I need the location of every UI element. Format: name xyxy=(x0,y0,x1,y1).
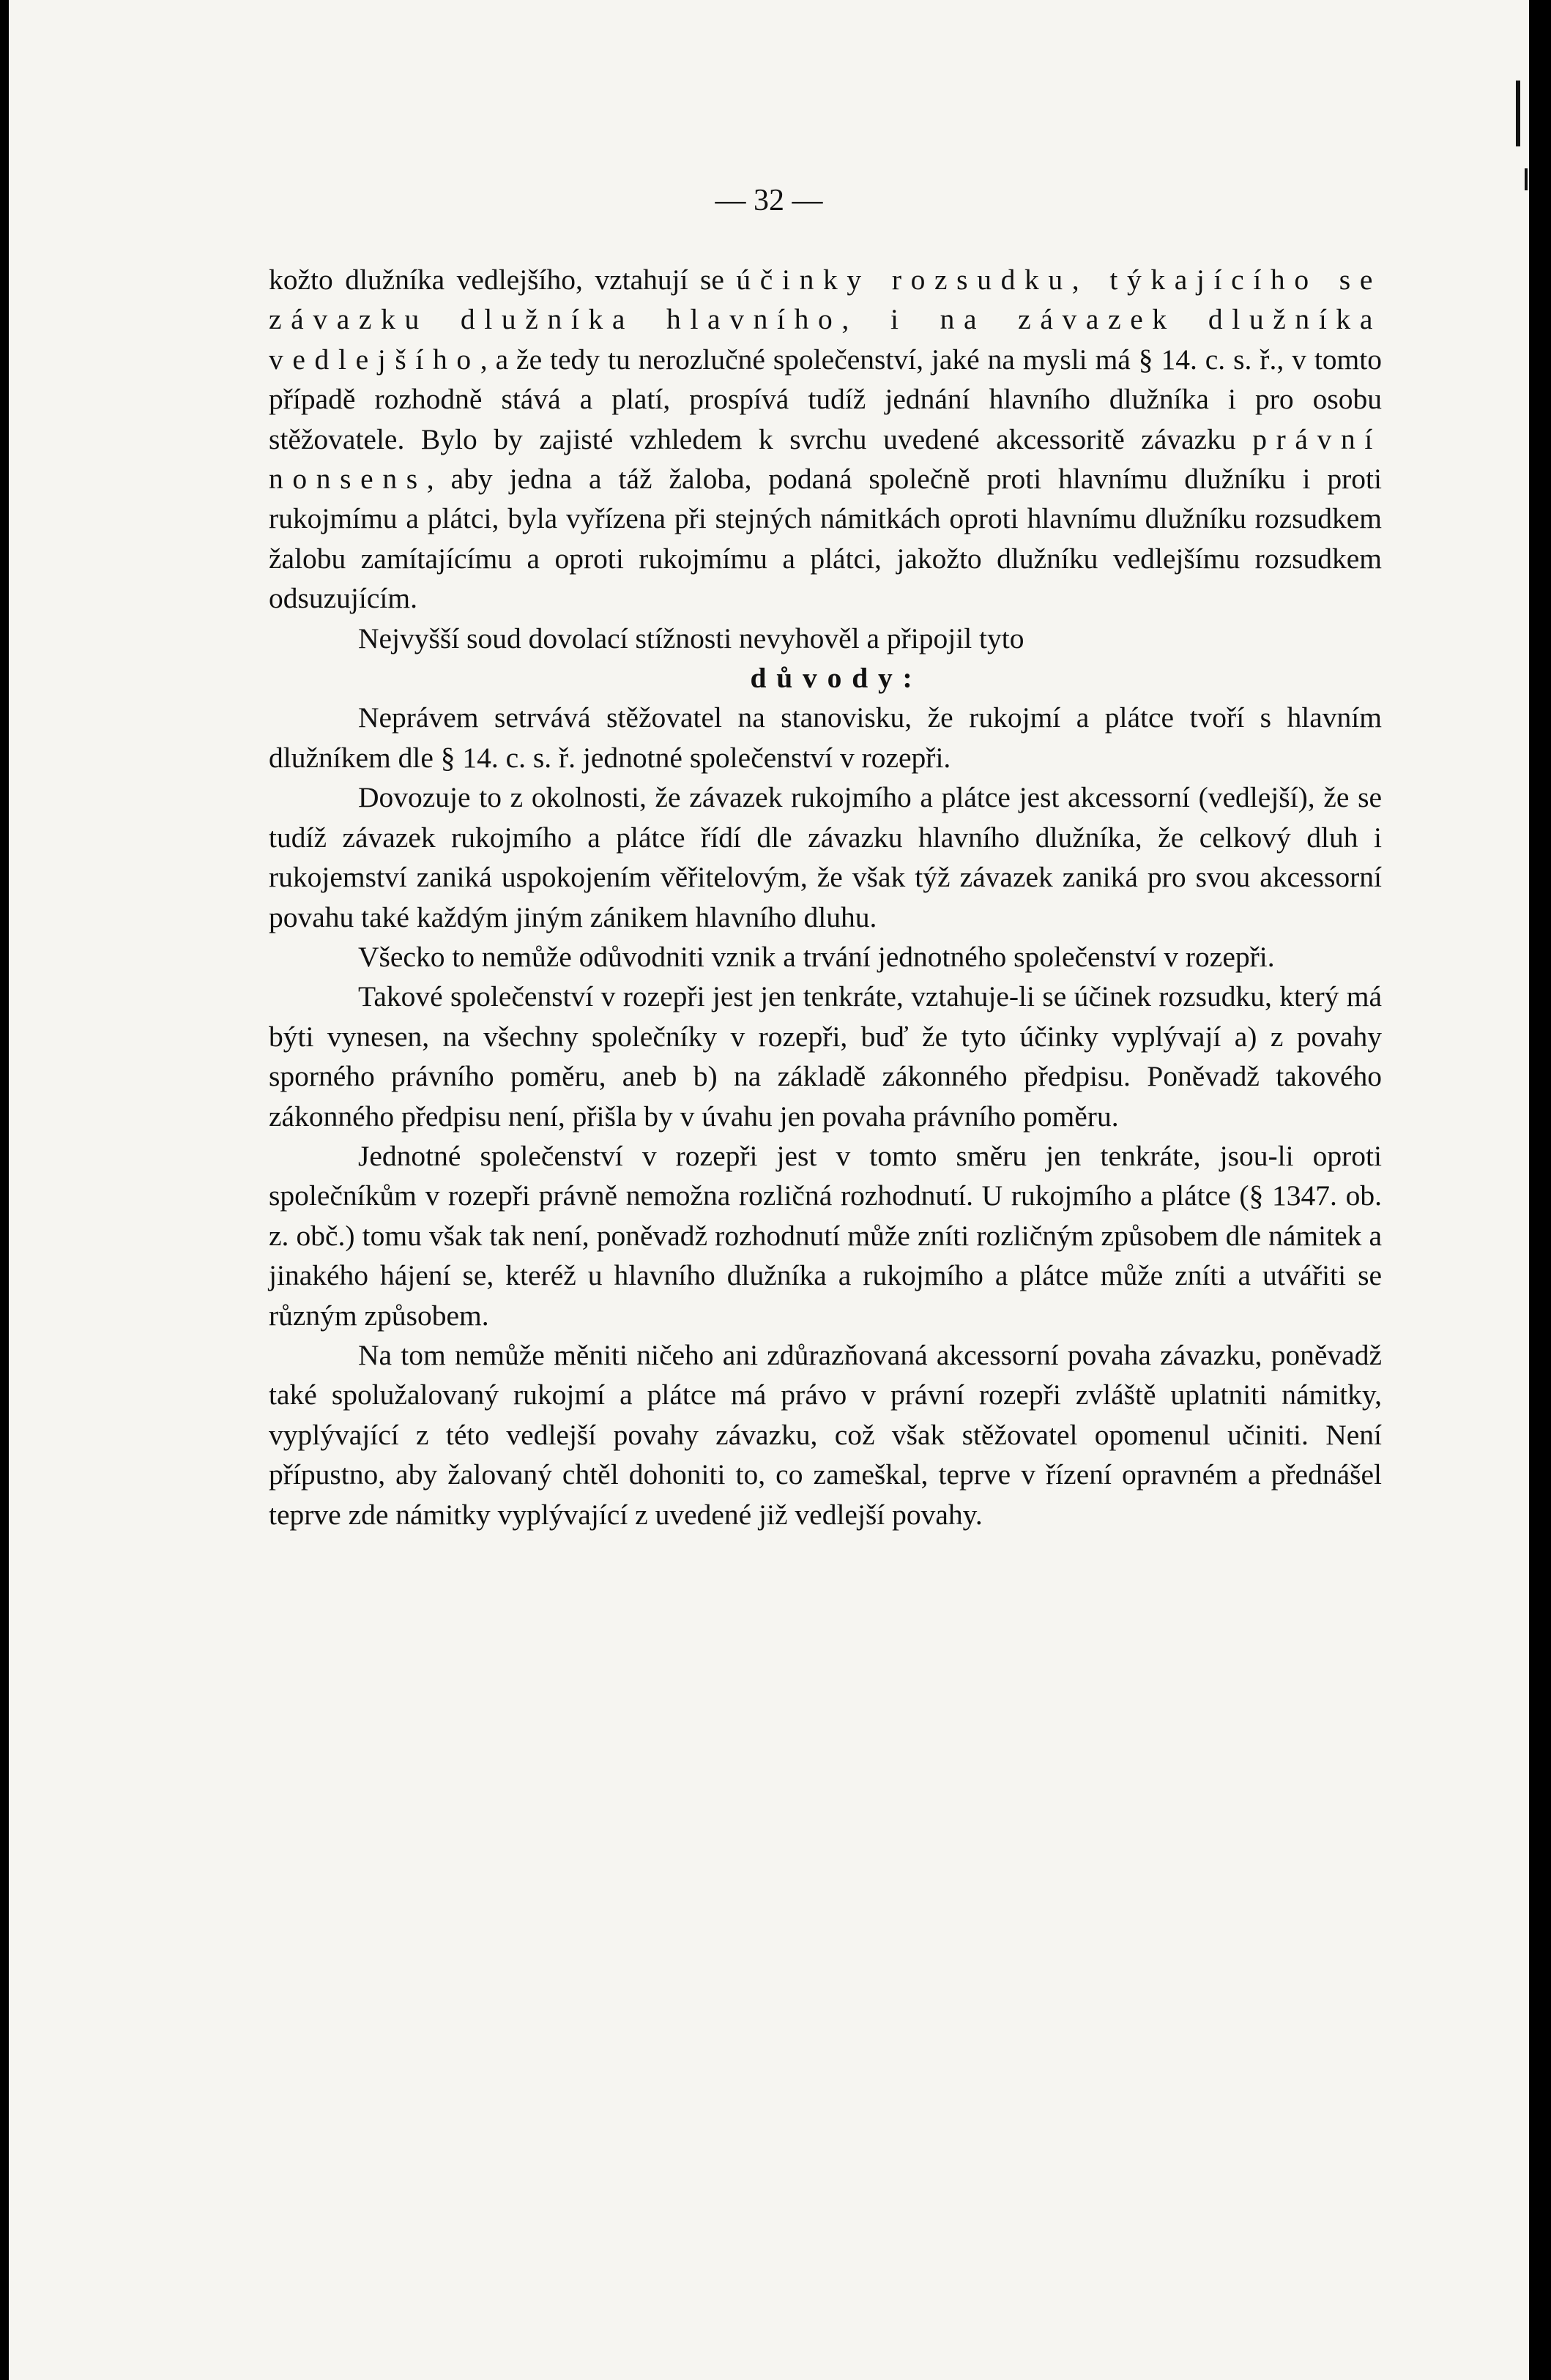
text-run: kožto dlužníka vedlejšího, vztahují se xyxy=(269,264,737,296)
spaced-emphasis: účinky rozsudku, týkajícího se závazku dlužníka hlavního, i na závazek dlužníka vedlejšího xyxy=(269,264,1382,376)
spaced-emphasis: právní nonsens xyxy=(269,422,1382,496)
body-text xyxy=(269,260,1382,1534)
paragraph-6: Takové společenství v rozepři jest jen tenkráte, vztahuje-li se účinek rozsudku, který má býti vynesen, na všechny společníky v rozepři, buď že tyto účinky vyplývají a) z povahy sporného právního poměru, aneb b) na základě zákonného předpisu. Poněvadž takového zákonného předpisu není, přišla by v úvahu jen povaha právního poměru. xyxy=(269,980,1382,1133)
paragraph-3: Neprávem setrvává stěžovatel na stanovisku, že rukojmí a plátce tvoří s hlavním dlužníkem dle § 14. c. s. ř. jednotné společenství v rozepři. xyxy=(269,701,1382,774)
page-number: — 32 — xyxy=(715,184,823,217)
scanned-page xyxy=(9,0,1529,2380)
paragraph-2: Nejvyšší soud dovolací stížnosti nevyhověl a připojil tyto xyxy=(358,622,1024,654)
paragraph-8: Na tom nemůže měniti ničeho ani zdůrazňovaná akcessorní povaha závazku, poněvadž také spolužalovaný rukojmí a plátce má právo v právní rozepři zvláště uplatniti námitky, vyplývající z této vedlejší povahy závazku, což však stěžovatel opomenul učiniti. Není přípustno, aby žalovaný chtěl dohoniti to, co zameškal, teprve v řízení opravném a přednášel teprve zde námitky vyplývající z uvedené již vedlejší povahy. xyxy=(269,1338,1382,1531)
paragraph-7: Jednotné společenství v rozepři jest v tomto směru jen tenkráte, jsou-li oproti společníkům v rozepři právně nemožna rozličná rozhodnutí. U rukojmího a plátce (§ 1347. ob. z. obč.) tomu však tak není, poněvadž rozhodnutí může zníti rozličným způsobem dle námitek a jinakého hájení se, kteréž u hlavního dlužníka a rukojmího a plátce může zníti a utvářiti se různým způsobem. xyxy=(269,1139,1382,1332)
paragraph-4: Dovozuje to z okolnosti, že závazek rukojmího a plátce jest akcessorní (vedlejší), že se tudíž závazek rukojmího a plátce řídí dle závazku hlavního dlužníka, že celkový dluh i rukojemství zaniká uspokojením věřitelovým, že však týž závazek zaniká pro svou akcessorní povahu také každým jiným zánikem hlavního dluhu. xyxy=(269,781,1382,933)
text-run: , aby jedna a táž žaloba, podaná společně proti hlavnímu dlužníku i proti rukojmímu a plátci, byla vyřízena při stejných námitkách oproti hlavnímu dlužníku rozsudkem žalobu zamítajícímu a oproti rukojmímu a plátci, jakožto dlužníku vedlejšímu rozsudkem odsuzujícím. xyxy=(269,463,1382,615)
paragraph-1 xyxy=(269,260,1382,619)
section-heading: důvody: xyxy=(750,662,923,695)
text-run: , a že tedy tu nerozlučné společenství, jaké na mysli má § 14. c. s. ř., v tomto případě rozhodně stává a platí, prospívá tudíž jednání hlavního dlužníka i pro osobu stěžovatele. Bylo by zajisté vzhledem k svrchu uvedené akcessoritě závazku xyxy=(269,343,1382,455)
paragraph-5: Všecko to nemůže odůvodniti vznik a trvání jednotného společenství v rozepři. xyxy=(358,940,1275,973)
scan-edge-mark xyxy=(1516,81,1520,146)
